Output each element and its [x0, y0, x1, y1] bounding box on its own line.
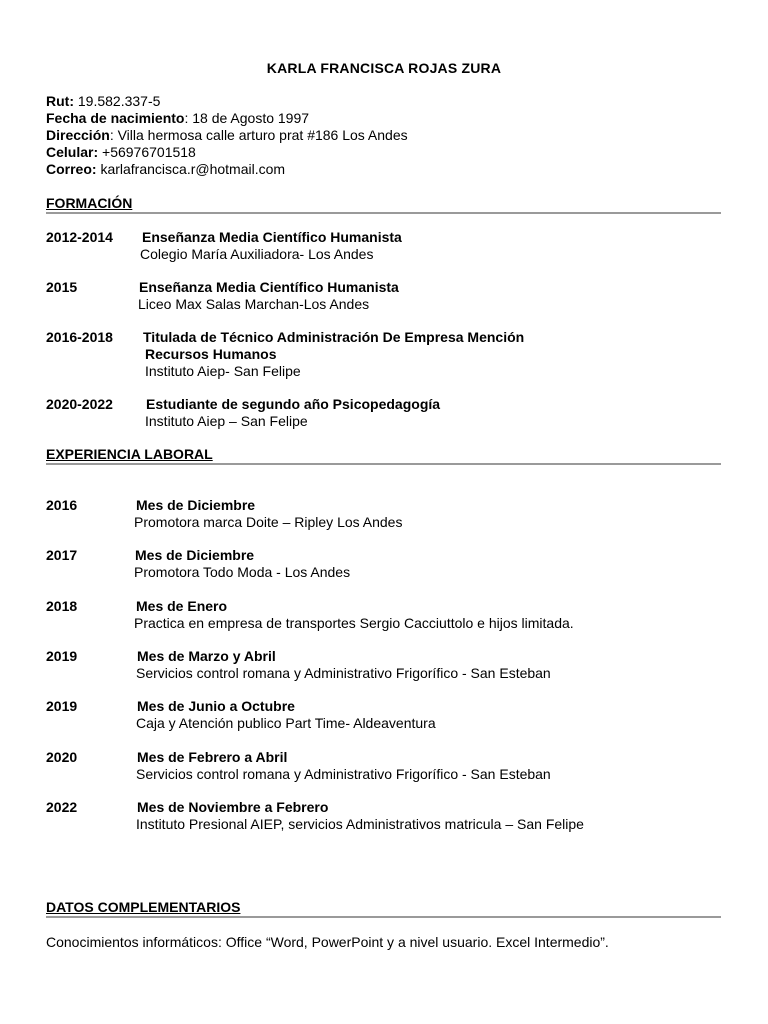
formacion-title-cont: Recursos Humanos: [145, 346, 277, 362]
address-row: [46, 127, 408, 144]
experiencia-heading-text: EXPERIENCIA LABORAL: [46, 446, 213, 462]
experiencia-desc: Servicios control romana y Administrativo Frigorífico - San Esteban: [136, 665, 551, 681]
experiencia-year: 2022: [46, 799, 78, 815]
experiencia-heading: [46, 446, 721, 465]
complementarios-heading-text: DATOS COMPLEMENTARIOS: [46, 899, 241, 915]
birth-row: [46, 110, 408, 127]
formacion-title: Estudiante de segundo año Psicopedagogía: [146, 396, 441, 412]
address-value: : Villa hermosa calle arturo prat #186 Los Andes: [109, 127, 408, 143]
birth-label: Fecha de nacimiento: [46, 110, 185, 126]
experiencia-desc: Practica en empresa de transportes Sergio Cacciuttolo e hijos limitada.: [134, 615, 574, 631]
formacion-year: 2020-2022: [46, 396, 113, 412]
formacion-heading-text: FORMACIÓN: [46, 195, 133, 211]
experiencia-period: Mes de Noviembre a Febrero: [137, 799, 329, 815]
formacion-place: Colegio María Auxiliadora- Los Andes: [140, 246, 374, 262]
formacion-place: Instituto Aiep- San Felipe: [145, 363, 301, 379]
experiencia-year: 2019: [46, 648, 78, 664]
formacion-title: Enseñanza Media Científico Humanista: [139, 279, 399, 295]
formacion-year: 2016-2018: [46, 329, 113, 345]
experiencia-period: Mes de Marzo y Abril: [137, 648, 276, 664]
experiencia-period: Mes de Diciembre: [135, 547, 255, 563]
formacion-title: Titulada de Técnico Administración De Empresa Mención: [143, 329, 525, 345]
resume-name: KARLA FRANCISCA ROJAS ZURA: [266, 60, 502, 76]
experiencia-year: 2019: [46, 698, 78, 714]
email-label: Correo:: [46, 161, 97, 177]
experiencia-desc: Promotora Todo Moda - Los Andes: [134, 564, 351, 580]
formacion-title: Enseñanza Media Científico Humanista: [142, 229, 402, 245]
experiencia-period: Mes de Febrero a Abril: [137, 749, 288, 765]
experiencia-desc: Instituto Presional AIEP, servicios Administrativos matricula – San Felipe: [136, 816, 584, 832]
formacion-place: Instituto Aiep – San Felipe: [145, 413, 308, 429]
phone-value: +56976701518: [98, 144, 196, 160]
formacion-year: 2012-2014: [46, 229, 113, 245]
rut-label: Rut:: [46, 93, 74, 109]
experiencia-desc: Caja y Atención publico Part Time- Aldeaventura: [136, 715, 436, 731]
experiencia-desc: Servicios control romana y Administrativo Frigorífico - San Esteban: [136, 766, 551, 782]
formacion-heading: [46, 195, 721, 214]
formacion-year: 2015: [46, 279, 78, 295]
experiencia-period: Mes de Junio a Octubre: [137, 698, 295, 714]
complementarios-text: Conocimientos informáticos: Office “Word, PowerPoint y a nivel usuario. Excel Intermedio”.: [46, 934, 609, 950]
email-row: [46, 161, 408, 178]
phone-row: [46, 144, 408, 161]
birth-value: : 18 de Agosto 1997: [184, 110, 310, 126]
experiencia-year: 2016: [46, 497, 78, 513]
experiencia-year: 2020: [46, 749, 78, 765]
experiencia-year: 2018: [46, 598, 78, 614]
formacion-place: Liceo Max Salas Marchan-Los Andes: [138, 296, 370, 312]
experiencia-year: 2017: [46, 547, 78, 563]
complementarios-heading: [46, 899, 721, 918]
address-label: Dirección: [46, 127, 110, 143]
email-value: karlafrancisca.r@hotmail.com: [96, 161, 286, 177]
experiencia-period: Mes de Diciembre: [136, 497, 256, 513]
personal-info: [46, 93, 408, 178]
experiencia-period: Mes de Enero: [136, 598, 228, 614]
rut-row: [46, 93, 408, 110]
rut-value: 19.582.337-5: [74, 93, 161, 109]
phone-label: Celular:: [46, 144, 99, 160]
experiencia-desc: Promotora marca Doite – Ripley Los Andes: [134, 514, 403, 530]
